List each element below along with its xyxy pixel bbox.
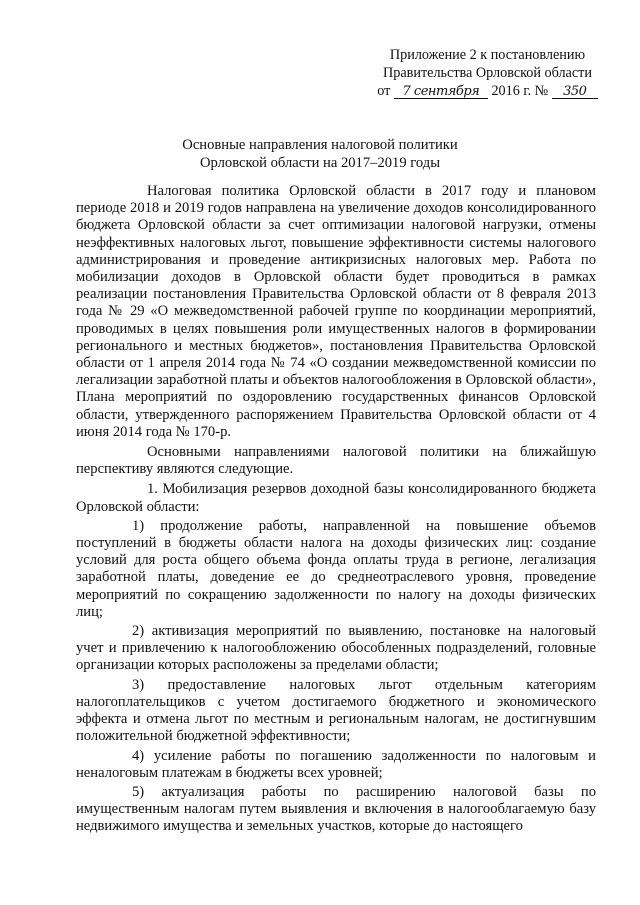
list-item: 1) продолжение работы, направленной на повышение объемов поступлений в бюджеты области налога на доходы физических лиц: создание условий для роста общего объема фонда оплаты труда в регионе, легализация заработной платы, доведение ее до среднеотраслевого уровня, проведение мероприятий по сокращению задолженности по налогу на доходы физических лиц; — [76, 517, 596, 620]
appendix-prefix: от — [377, 83, 391, 99]
title-line-1: Основные направления налоговой политики — [182, 137, 458, 153]
appendix-year-text: 2016 г. № — [491, 83, 549, 99]
paragraph-section-1: 1. Мобилизация резервов доходной базы консолидированного бюджета Орловской области: — [76, 481, 596, 515]
document-body — [76, 183, 596, 836]
paragraph-intro: Налоговая политика Орловской области в 2017 году и плановом периоде 2018 и 2019 годов направлена на увеличение доходов консолидированного бюджета Орловской области за счет оптимизации налоговой нагрузки, отмены неэффективных налоговых льгот, повышение эффективности системы налогового администрирования и проведение антикризисных налоговых мер. Работа по мобилизации доходов в Орловской области будет проводиться в рамках реализации постановления Правительства Орловской области от 8 февраля 2013 года № 29 «О межведомственной рабочей группе по координации мероприятий, проводимых в целях повышения роли имущественных налогов в формировании регионального и местных бюджетов», постановления Правительства Орловской области от 1 апреля 2014 года № 74 «О создании межведомственной комиссии по легализации заработной платы и объектов налогообложения в Орловской области», Плана мероприятий по оздоровлению государственных финансов Орловской области, утвержденного распоряжением Правительства Орловской области от 4 июня 2014 года № 170-р. — [76, 183, 596, 440]
handwritten-number: 350 — [552, 85, 598, 99]
appendix-header — [365, 46, 610, 100]
appendix-line-2: Правительства Орловской области — [383, 65, 592, 81]
title-line-2: Орловской области на 2017–2019 годы — [199, 155, 441, 171]
document-title — [60, 136, 580, 172]
list-item: 4) усиление работы по погашению задолженности по налоговым и неналоговым платежам в бюджеты всех уровней; — [76, 747, 596, 781]
handwritten-date: 7 сентября — [394, 85, 488, 99]
appendix-line-1: Приложение 2 к постановлению — [389, 47, 586, 63]
paragraph-directions: Основными направлениями налоговой политики на ближайшую перспективу являются следующие. — [76, 444, 596, 478]
list-item: 3) предоставление налоговых льгот отдельным категориям налогоплательщиков с учетом достигаемого бюджетного и экономического эффекта и отмена льгот по местным и региональным налогам, не достигнувшим положительной бюджетной эффективности; — [76, 676, 596, 745]
appendix-line-3 — [365, 82, 610, 100]
list-item: 5) актуализация работы по расширению налоговой базы по имущественным налогам путем выявления и включения в налогооблагаемую базу недвижимого имущества и земельных участков, которые до настоящего — [76, 783, 596, 835]
list-item: 2) активизация мероприятий по выявлению, постановке на налоговый учет и привлечению к налогообложению обособленных подразделений, головные организации которых расположены за пределами области; — [76, 623, 596, 674]
